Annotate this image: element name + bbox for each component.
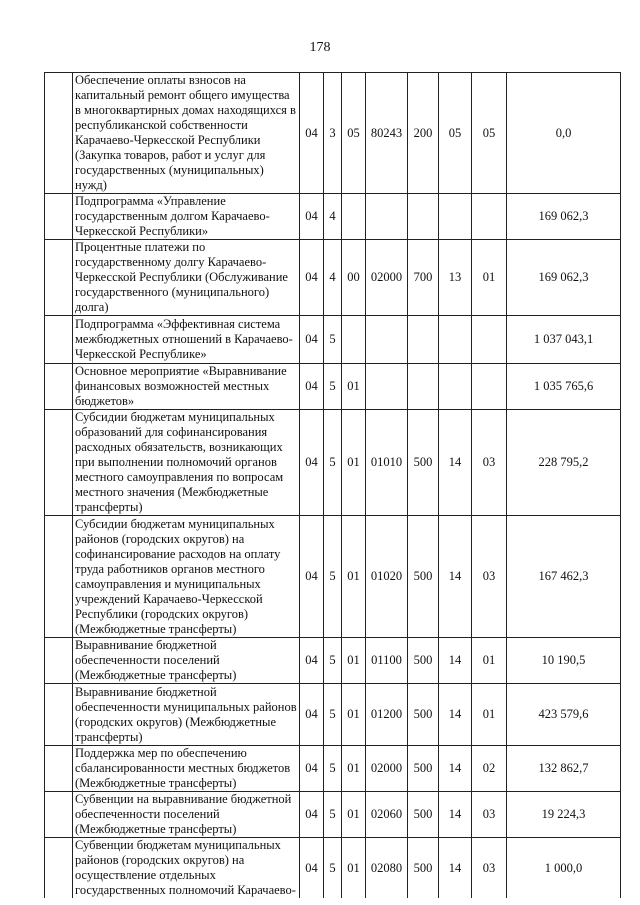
amount: 167 462,3	[507, 516, 621, 638]
expense-type-code	[408, 316, 439, 364]
expense-direction-code: 80243	[366, 73, 408, 194]
budget-table	[44, 72, 621, 898]
expense-type-code: 500	[408, 410, 439, 516]
amount: 169 062,3	[507, 194, 621, 240]
expense-direction-code: 01010	[366, 410, 408, 516]
subprogram-code: 5	[324, 364, 342, 410]
expense-name: Обеспечение оплаты взносов на капитальный ремонт общего имущества в многоквартирных домах находящихся в республиканской собственности Карачаево-Черкесской Республики (Закупка товаров, работ и услуг для государственных (муниципальных) нужд)	[73, 73, 300, 194]
amount: 0,0	[507, 73, 621, 194]
expense-name: Выравнивание бюджетной обеспеченности муниципальных районов (городских округов) (Межбюджетные трансферты)	[73, 684, 300, 746]
expense-type-code: 500	[408, 746, 439, 792]
expense-direction-code: 02000	[366, 746, 408, 792]
table-row	[45, 410, 621, 516]
expense-direction-code: 01020	[366, 516, 408, 638]
table-row	[45, 792, 621, 838]
subsection-code: 03	[472, 792, 507, 838]
amount: 423 579,6	[507, 684, 621, 746]
table-row	[45, 684, 621, 746]
main-activity-code	[342, 316, 366, 364]
table-cell-empty	[45, 73, 73, 194]
expense-name: Подпрограмма «Управление государственным долгом Карачаево-Черкесской Республики»	[73, 194, 300, 240]
expense-direction-code	[366, 364, 408, 410]
table-cell-empty	[45, 410, 73, 516]
table-cell-empty	[45, 194, 73, 240]
section-code	[439, 316, 472, 364]
subprogram-code: 5	[324, 316, 342, 364]
main-activity-code: 01	[342, 410, 366, 516]
subprogram-code: 5	[324, 516, 342, 638]
table-row	[45, 73, 621, 194]
subprogram-code: 5	[324, 684, 342, 746]
main-activity-code: 01	[342, 364, 366, 410]
amount: 10 190,5	[507, 638, 621, 684]
section-code	[439, 364, 472, 410]
expense-name: Субвенции бюджетам муниципальных районов (городских округов) на осуществление отдельных государственных полномочий Карачаево-	[73, 838, 300, 899]
subsection-code: 01	[472, 240, 507, 316]
amount: 169 062,3	[507, 240, 621, 316]
table-row	[45, 240, 621, 316]
table-row	[45, 638, 621, 684]
expense-direction-code: 01200	[366, 684, 408, 746]
subsection-code: 02	[472, 746, 507, 792]
expense-direction-code: 02060	[366, 792, 408, 838]
program-code: 04	[300, 240, 324, 316]
table-cell-empty	[45, 516, 73, 638]
section-code	[439, 194, 472, 240]
subsection-code	[472, 194, 507, 240]
expense-direction-code: 02000	[366, 240, 408, 316]
main-activity-code: 00	[342, 240, 366, 316]
expense-type-code: 700	[408, 240, 439, 316]
main-activity-code: 01	[342, 638, 366, 684]
program-code: 04	[300, 792, 324, 838]
subsection-code: 01	[472, 638, 507, 684]
subprogram-code: 5	[324, 410, 342, 516]
subprogram-code: 5	[324, 638, 342, 684]
table-cell-empty	[45, 838, 73, 899]
program-code: 04	[300, 684, 324, 746]
program-code: 04	[300, 194, 324, 240]
expense-name: Субсидии бюджетам муниципальных образований для софинансирования расходных обязательств, возникающих при выполнении полномочий органов местного самоуправления по вопросам местного значения (Межбюджетные трансферты)	[73, 410, 300, 516]
section-code: 14	[439, 410, 472, 516]
table-cell-empty	[45, 638, 73, 684]
amount: 228 795,2	[507, 410, 621, 516]
table-cell-empty	[45, 316, 73, 364]
main-activity-code: 01	[342, 516, 366, 638]
subprogram-code: 5	[324, 792, 342, 838]
table-row	[45, 194, 621, 240]
expense-type-code: 500	[408, 516, 439, 638]
expense-type-code	[408, 364, 439, 410]
program-code: 04	[300, 364, 324, 410]
main-activity-code: 01	[342, 684, 366, 746]
amount: 132 862,7	[507, 746, 621, 792]
section-code: 14	[439, 638, 472, 684]
table-row	[45, 838, 621, 899]
program-code: 04	[300, 316, 324, 364]
section-code: 14	[439, 516, 472, 638]
program-code: 04	[300, 410, 324, 516]
expense-type-code: 500	[408, 638, 439, 684]
section-code: 13	[439, 240, 472, 316]
table-row	[45, 516, 621, 638]
section-code: 14	[439, 746, 472, 792]
expense-type-code	[408, 194, 439, 240]
expense-name: Выравнивание бюджетной обеспеченности поселений (Межбюджетные трансферты)	[73, 638, 300, 684]
subsection-code: 03	[472, 410, 507, 516]
subsection-code: 03	[472, 838, 507, 899]
table-cell-empty	[45, 746, 73, 792]
section-code: 14	[439, 792, 472, 838]
expense-direction-code	[366, 316, 408, 364]
amount: 1 000,0	[507, 838, 621, 899]
section-code: 14	[439, 838, 472, 899]
program-code: 04	[300, 516, 324, 638]
subsection-code	[472, 316, 507, 364]
table-row	[45, 316, 621, 364]
main-activity-code: 01	[342, 792, 366, 838]
program-code: 04	[300, 838, 324, 899]
subsection-code: 03	[472, 516, 507, 638]
expense-type-code: 500	[408, 838, 439, 899]
expense-name: Подпрограмма «Эффективная система межбюджетных отношений в Карачаево-Черкесской Республике»	[73, 316, 300, 364]
table-cell-empty	[45, 240, 73, 316]
amount: 19 224,3	[507, 792, 621, 838]
subprogram-code: 3	[324, 73, 342, 194]
expense-type-code: 500	[408, 684, 439, 746]
program-code: 04	[300, 746, 324, 792]
section-code: 14	[439, 684, 472, 746]
expense-name: Субсидии бюджетам муниципальных районов (городских округов) на софинансирование расходов на оплату труда работников органов местного самоуправления и муниципальных учреждений Карачаево-Черкесской Республики (городских округов) (Межбюджетные трансферты)	[73, 516, 300, 638]
expense-type-code: 200	[408, 73, 439, 194]
table-cell-empty	[45, 684, 73, 746]
table-cell-empty	[45, 792, 73, 838]
main-activity-code: 01	[342, 746, 366, 792]
subsection-code: 01	[472, 684, 507, 746]
expense-direction-code: 01100	[366, 638, 408, 684]
expense-direction-code: 02080	[366, 838, 408, 899]
table-cell-empty	[45, 364, 73, 410]
main-activity-code: 05	[342, 73, 366, 194]
subprogram-code: 4	[324, 240, 342, 316]
section-code: 05	[439, 73, 472, 194]
page-number: 178	[309, 40, 331, 55]
main-activity-code	[342, 194, 366, 240]
expense-name: Субвенции на выравнивание бюджетной обеспеченности поселений (Межбюджетные трансферты)	[73, 792, 300, 838]
expense-name: Процентные платежи по государственному долгу Карачаево-Черкесской Республики (Обслуживание государственного (муниципального) долга)	[73, 240, 300, 316]
subprogram-code: 4	[324, 194, 342, 240]
expense-name: Поддержка мер по обеспечению сбалансированности местных бюджетов (Межбюджетные трансферты)	[73, 746, 300, 792]
subsection-code	[472, 364, 507, 410]
program-code: 04	[300, 73, 324, 194]
subprogram-code: 5	[324, 746, 342, 792]
amount: 1 037 043,1	[507, 316, 621, 364]
subprogram-code: 5	[324, 838, 342, 899]
main-activity-code: 01	[342, 838, 366, 899]
table-row	[45, 364, 621, 410]
expense-direction-code	[366, 194, 408, 240]
program-code: 04	[300, 638, 324, 684]
amount: 1 035 765,6	[507, 364, 621, 410]
expense-name: Основное мероприятие «Выравнивание финансовых возможностей местных бюджетов»	[73, 364, 300, 410]
subsection-code: 05	[472, 73, 507, 194]
expense-type-code: 500	[408, 792, 439, 838]
table-row	[45, 746, 621, 792]
